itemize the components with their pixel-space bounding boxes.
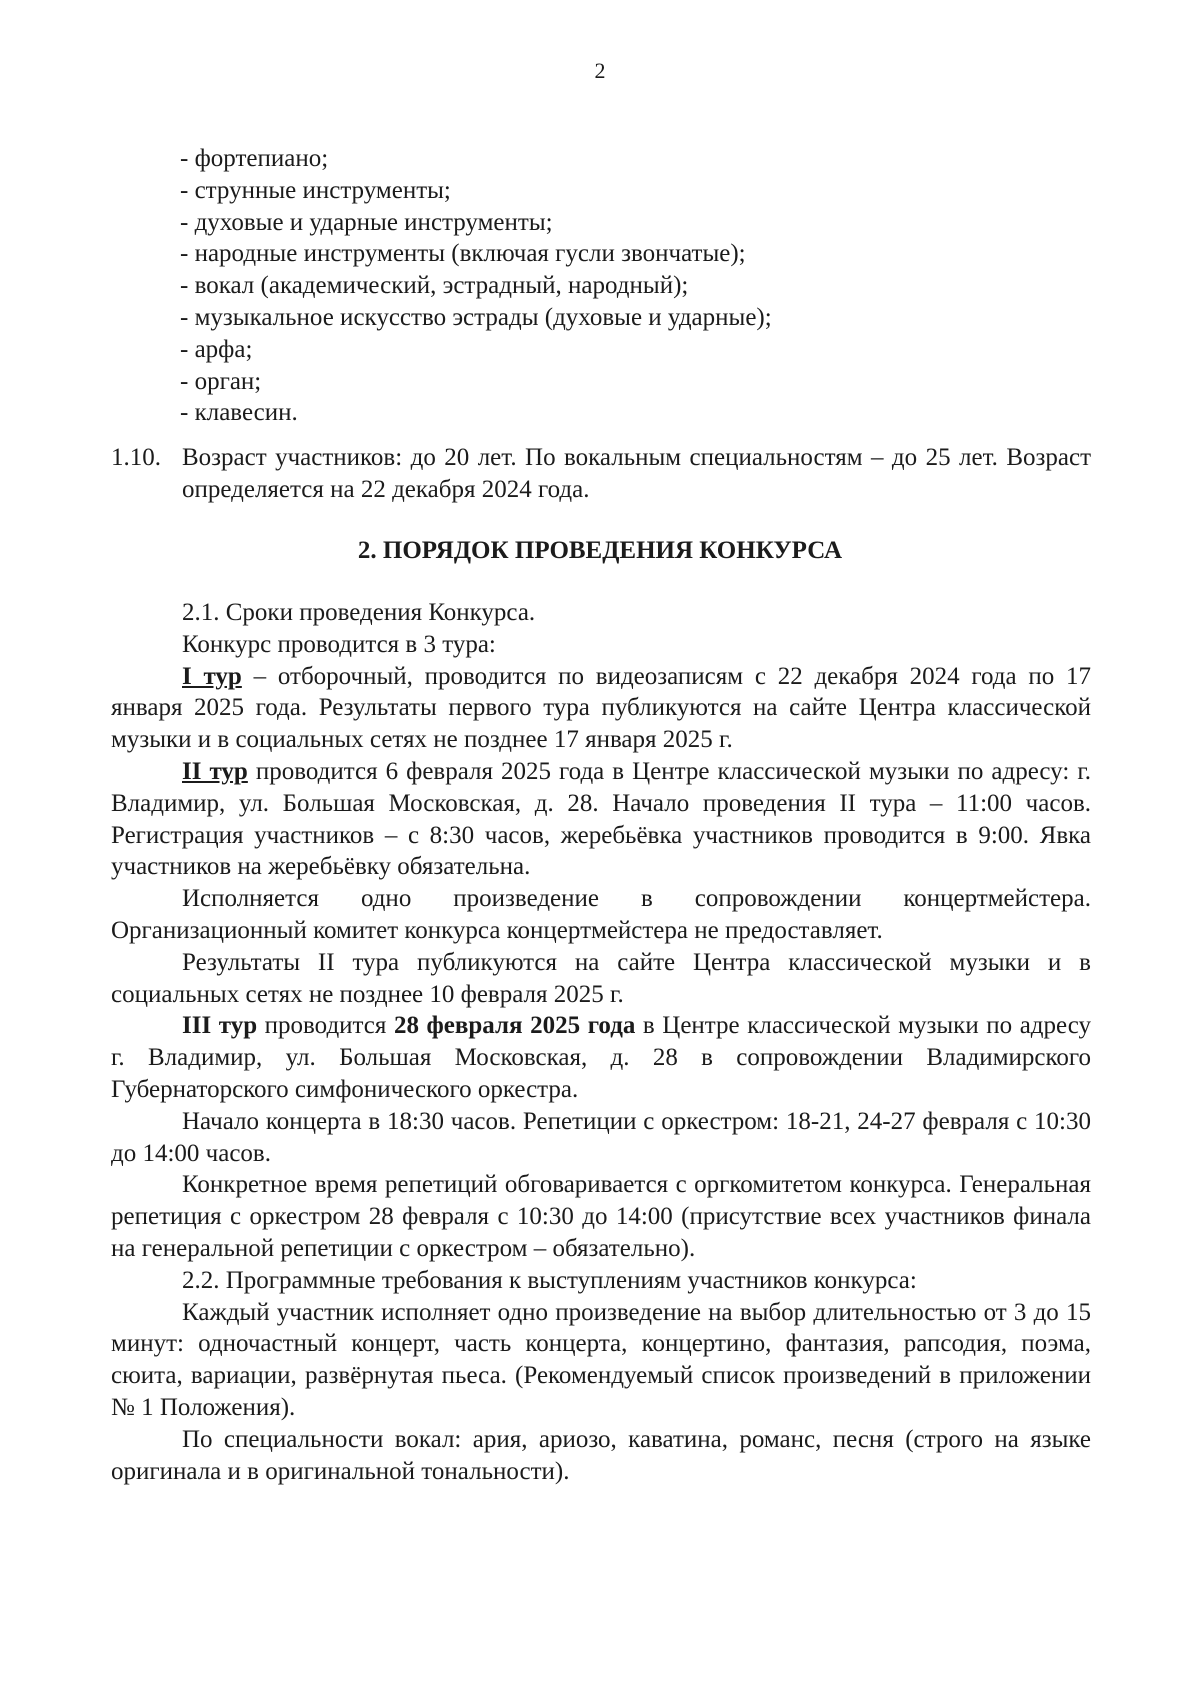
list-item: - арфа;: [180, 335, 253, 363]
paragraph-tour-2: [111, 756, 1091, 883]
tour-3-label: III тур: [182, 1012, 258, 1040]
list-item: - народные инструменты (включая гусли звончатые);: [180, 240, 746, 268]
tour-3-text-a: проводится: [257, 1012, 394, 1040]
paragraph-dates: 2.1. Сроки проведения Конкурса.: [182, 599, 536, 626]
paragraph-tour-1: [111, 661, 1091, 756]
tour-2-text: проводится 6 февраля 2025 года в Центре классической музыки по адресу: г. Владимир, ул. Большая Московская, д. 28. Начало проведения II тура – 11:00 часов. Регистрация участников – с 8:30 часов, жеребьёвка участников проводится в 9:00. Явка участников на жеребьёвку обязательна.: [111, 757, 1091, 881]
tour-1-text: – отборочный, проводится по видеозаписям с 22 декабря 2024 года по 17 января 2025 года. Результаты первого тура публикуются на сайте Центра классической музыки и в социальных сетях не позднее 17 января 2025 г.: [111, 662, 1091, 754]
section-heading: 2. ПОРЯДОК ПРОВЕДЕНИЯ КОНКУРСА: [357, 537, 843, 564]
clause-text: Возраст участников: до 20 лет. По вокальным специальностям – до 25 лет. Возраст определяется на 22 декабря 2024 года.: [182, 444, 1091, 503]
paragraph-program: Каждый участник исполняет одно произведение на выбор длительностью от 3 до 15 минут: одночастный концерт, часть концерта, концертино, фантазия, рапсодия, поэма, сюита, вариации, развёрнутая пьеса. (Рекомендуемый список произведений в приложении № 1 Положения).: [111, 1298, 1091, 1421]
clause-1-10: [111, 442, 1091, 506]
paragraph-accompaniment: Исполняется одно произведение в сопровождении концертмейстера. Организационный комитет конкурса концертмейстера не предоставляет.: [111, 885, 1091, 944]
paragraph-rehearsal: Конкретное время репетиций обговаривается с оргкомитетом конкурса. Генеральная репетиция с оркестром 28 февраля с 10:30 до 14:00 (присутствие всех участников финала на генеральной репетиции с оркестром – обязательно).: [111, 1171, 1091, 1262]
paragraph-results-2: Результаты II тура публикуются на сайте Центра классической музыки и в социальных сетях не позднее 10 февраля 2025 г.: [111, 948, 1091, 1008]
tour-3-text-b: в Центре классической музыки по адресу г. Владимир, ул. Большая Московская, д. 28 в сопровождении Владимирского Губернаторского симфонического оркестра.: [111, 1012, 1092, 1103]
paragraph-vocal: По специальности вокал: ария, ариозо, каватина, романс, песня (строго на языке оригинала и в оригинальной тональности).: [111, 1425, 1091, 1485]
list-item: - орган;: [180, 367, 262, 395]
list-item: - музыкальное искусство эстрады (духовые и ударные);: [180, 303, 772, 331]
list-item: - фортепиано;: [180, 145, 329, 172]
clause-number: 1.10.: [111, 444, 161, 471]
page-number: 2: [594, 58, 606, 83]
paragraph-tour-3: [111, 1010, 1091, 1105]
specialties-list: [180, 143, 1080, 429]
paragraph-2-2: 2.2. Программные требования к выступлениям участников конкурса:: [182, 1266, 917, 1294]
list-item: - духовые и ударные инструменты;: [180, 208, 553, 236]
list-item: - вокал (академический, эстрадный, народный);: [180, 272, 689, 300]
tour-2-label: II тур: [182, 757, 248, 785]
section-body: [111, 597, 1091, 1487]
tour-3-date: 28 февраля 2025 года: [393, 1012, 636, 1040]
list-item: - клавесин.: [180, 399, 298, 427]
list-item: - струнные инструменты;: [180, 176, 451, 204]
paragraph-concert: Начало концерта в 18:30 часов. Репетиции с оркестром: 18-21, 24-27 февраля с 10:30 до 14:00 часов.: [111, 1107, 1091, 1167]
paragraph-tours: Конкурс проводится в 3 тура:: [182, 630, 496, 658]
tour-1-label: I тур: [182, 662, 242, 690]
